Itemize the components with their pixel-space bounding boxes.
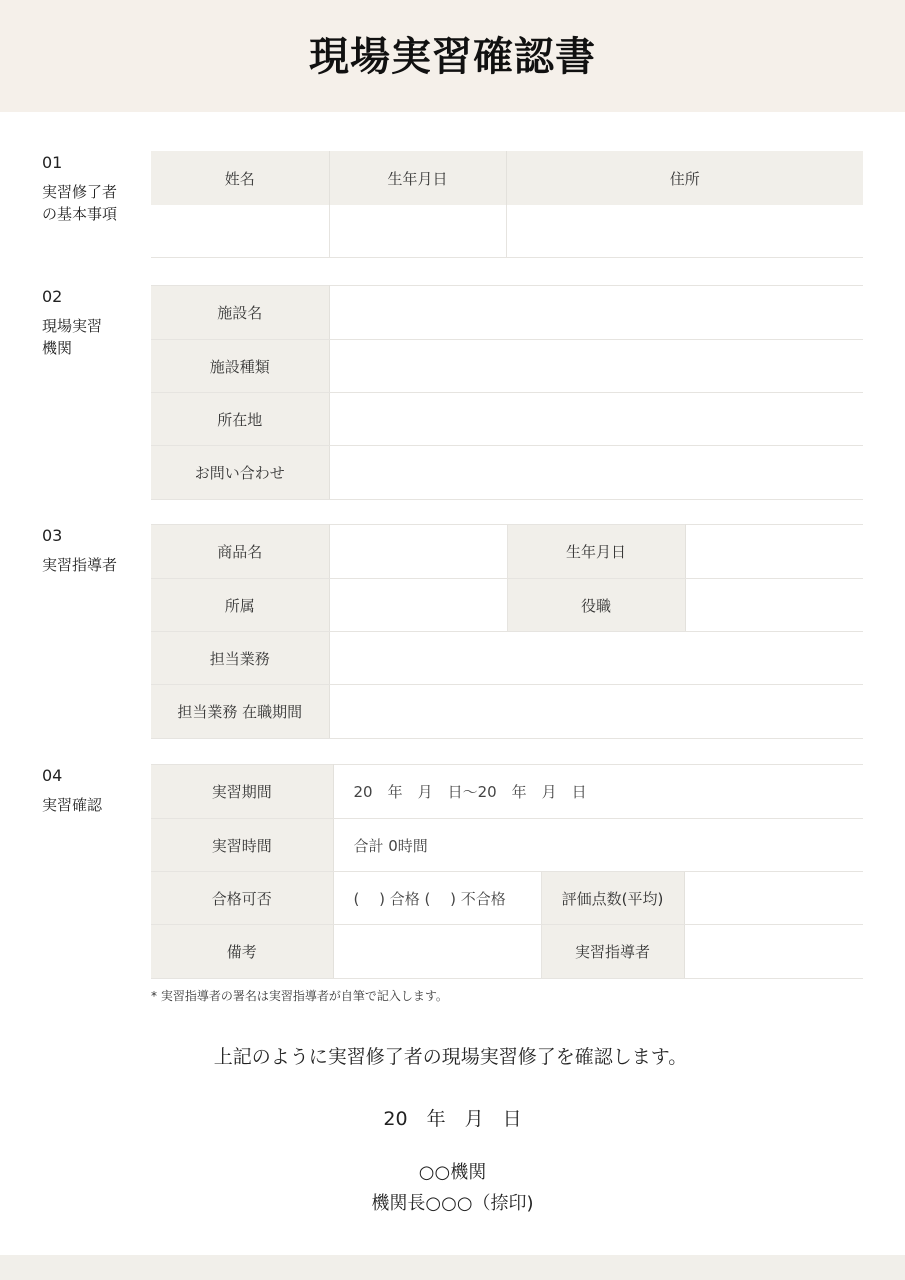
- facility-table: [151, 285, 863, 500]
- confirmation-statement: 上記のように実習修了者の現場実習修了を確認します。: [213, 1046, 688, 1068]
- hours-field[interactable]: 合計 0時間: [333, 819, 863, 872]
- section-number: 04: [42, 766, 63, 785]
- organization-name: ○○機関: [418, 1162, 487, 1183]
- address-field[interactable]: [506, 205, 863, 257]
- supervisor-signature-label: 実習指導者: [541, 925, 684, 979]
- score-label: 評価点数(平均): [541, 872, 684, 925]
- affiliation-field[interactable]: [329, 579, 507, 632]
- facility-name-label: 施設名: [151, 286, 329, 340]
- location-field[interactable]: [329, 393, 863, 446]
- confirmation-date[interactable]: 20 年 月 日: [383, 1108, 522, 1130]
- section-number: 03: [42, 526, 63, 545]
- signature-note: * 実習指導者の署名は実習指導者が自筆で記入します。: [151, 989, 448, 1003]
- contact-field[interactable]: [329, 446, 863, 500]
- affiliation-label: 所属: [151, 579, 329, 632]
- section-title: 実習指導者: [42, 556, 118, 574]
- remarks-field[interactable]: [333, 925, 541, 979]
- section-title: 現場実習 機関: [42, 317, 103, 357]
- footer-band: [0, 1255, 905, 1280]
- column-header-address: 住所: [506, 151, 863, 205]
- facility-type-field[interactable]: [329, 340, 863, 393]
- supervisor-signature-field[interactable]: [684, 925, 863, 979]
- pass-fail-field[interactable]: ( ) 合格 ( ) 不合格: [333, 872, 541, 925]
- contact-label: お問い合わせ: [151, 446, 329, 500]
- tenure-label: 担当業務 在職期間: [151, 685, 329, 739]
- column-header-name: 姓名: [151, 151, 329, 205]
- hours-label: 実習時間: [151, 819, 333, 872]
- product-name-label: 商品名: [151, 525, 329, 579]
- document-title: 現場実習確認書: [309, 33, 596, 80]
- facility-name-field[interactable]: [329, 286, 863, 340]
- document-header: [0, 0, 905, 112]
- score-field[interactable]: [684, 872, 863, 925]
- section-number: 01: [42, 153, 63, 172]
- section-title: 実習確認: [42, 796, 103, 814]
- column-header-birthdate: 生年月日: [329, 151, 506, 205]
- location-label: 所在地: [151, 393, 329, 446]
- period-label: 実習期間: [151, 765, 333, 819]
- section-number: 02: [42, 287, 63, 306]
- confirmation-table: [151, 764, 863, 979]
- duties-field[interactable]: [329, 632, 863, 685]
- name-field[interactable]: [151, 205, 329, 257]
- product-name-field[interactable]: [329, 525, 507, 579]
- organization-head-seal: 機関長○○○（捺印): [371, 1193, 534, 1214]
- supervisor-birthdate-label: 生年月日: [507, 525, 685, 579]
- tenure-field[interactable]: [329, 685, 863, 739]
- period-field[interactable]: 20 年 月 日～20 年 月 日: [333, 765, 863, 819]
- remarks-label: 備考: [151, 925, 333, 979]
- position-field[interactable]: [685, 579, 863, 632]
- section-title: 実習修了者 の基本事項: [42, 183, 118, 223]
- position-label: 役職: [507, 579, 685, 632]
- duties-label: 担当業務: [151, 632, 329, 685]
- facility-type-label: 施設種類: [151, 340, 329, 393]
- pass-fail-label: 合格可否: [151, 872, 333, 925]
- basic-info-table: [151, 151, 863, 258]
- supervisor-table: [151, 524, 863, 739]
- supervisor-birthdate-field[interactable]: [685, 525, 863, 579]
- birthdate-field[interactable]: [329, 205, 506, 257]
